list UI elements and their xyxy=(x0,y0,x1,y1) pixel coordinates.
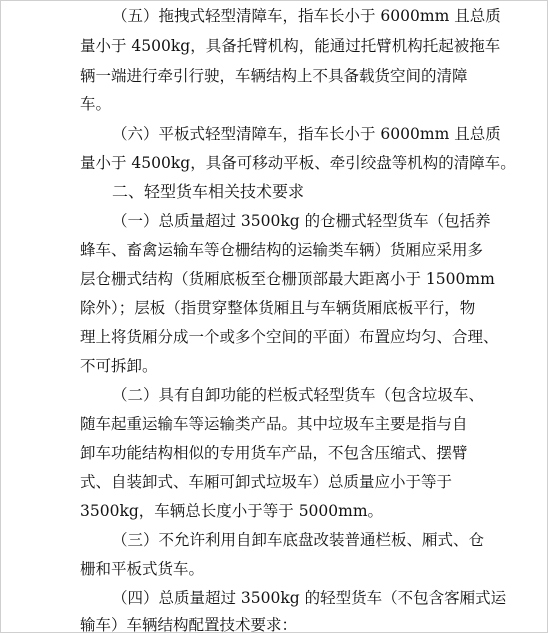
text-line: （一）总质量超过 3500kg 的仓栅式轻型货车（包括养 xyxy=(112,212,491,230)
text-line: 量小于 4500kg，具备可移动平板、牵引绞盘等机构的清障车。 xyxy=(80,154,516,172)
text-line: 除外）；层板（指贯穿整体货厢且与车辆货厢底板平行，物 xyxy=(80,299,476,317)
text-line: 3500kg，车辆总长度小于等于 5000mm。 xyxy=(80,502,384,520)
text-line: 卸车功能结构相似的专用货车产品，不包含压缩式、摆臂 xyxy=(80,444,468,462)
text-line: 量小于 4500kg，具备托臂机构，能通过托臂机构托起被拖车 xyxy=(80,37,501,55)
text-line: （六）平板式轻型清障车，指车长小于 6000mm 且总质 xyxy=(112,125,501,143)
text-line: 层仓栅式结构（货厢底板至仓栅顶部最大距离小于 1500mm xyxy=(80,270,495,288)
text-line: 理上将货厢分成一个或多个空间的平面）布置应均匀、合理、 xyxy=(80,328,499,346)
text-line: （五）拖拽式轻型清障车，指车长小于 6000mm 且总质 xyxy=(112,7,501,25)
text-line: （三）不允许利用自卸车底盘改装普通栏板、厢式、仓 xyxy=(112,531,485,549)
text-line: 输车）车辆结构配置技术要求： xyxy=(80,616,298,634)
text-line: （二）具有自卸功能的栏板式轻型货车（包含垃圾车、 xyxy=(112,386,485,404)
section-heading: 二、轻型货车相关技术要求 xyxy=(112,182,305,201)
text-line: 辆一端进行牵引行驶，车辆结构上不具备载货空间的清障 xyxy=(80,67,468,85)
document-page xyxy=(1,1,548,634)
text-line: 车。 xyxy=(80,95,112,113)
text-line: 式、自装卸式、车厢可卸式垃圾车）总质量应小于等于 xyxy=(80,473,453,491)
text-line: 蜂车、畜禽运输车等仓栅结构的运输类车辆）货厢应采用多 xyxy=(80,241,484,259)
text-line: 随车起重运输车等运输类产品。其中垃圾车主要是指与自 xyxy=(80,415,468,433)
text-line: 不可拆卸。 xyxy=(80,357,158,375)
text-line: （四）总质量超过 3500kg 的轻型货车（不包含客厢式运 xyxy=(112,589,507,607)
text-line: 栅和平板式货车。 xyxy=(80,560,205,578)
